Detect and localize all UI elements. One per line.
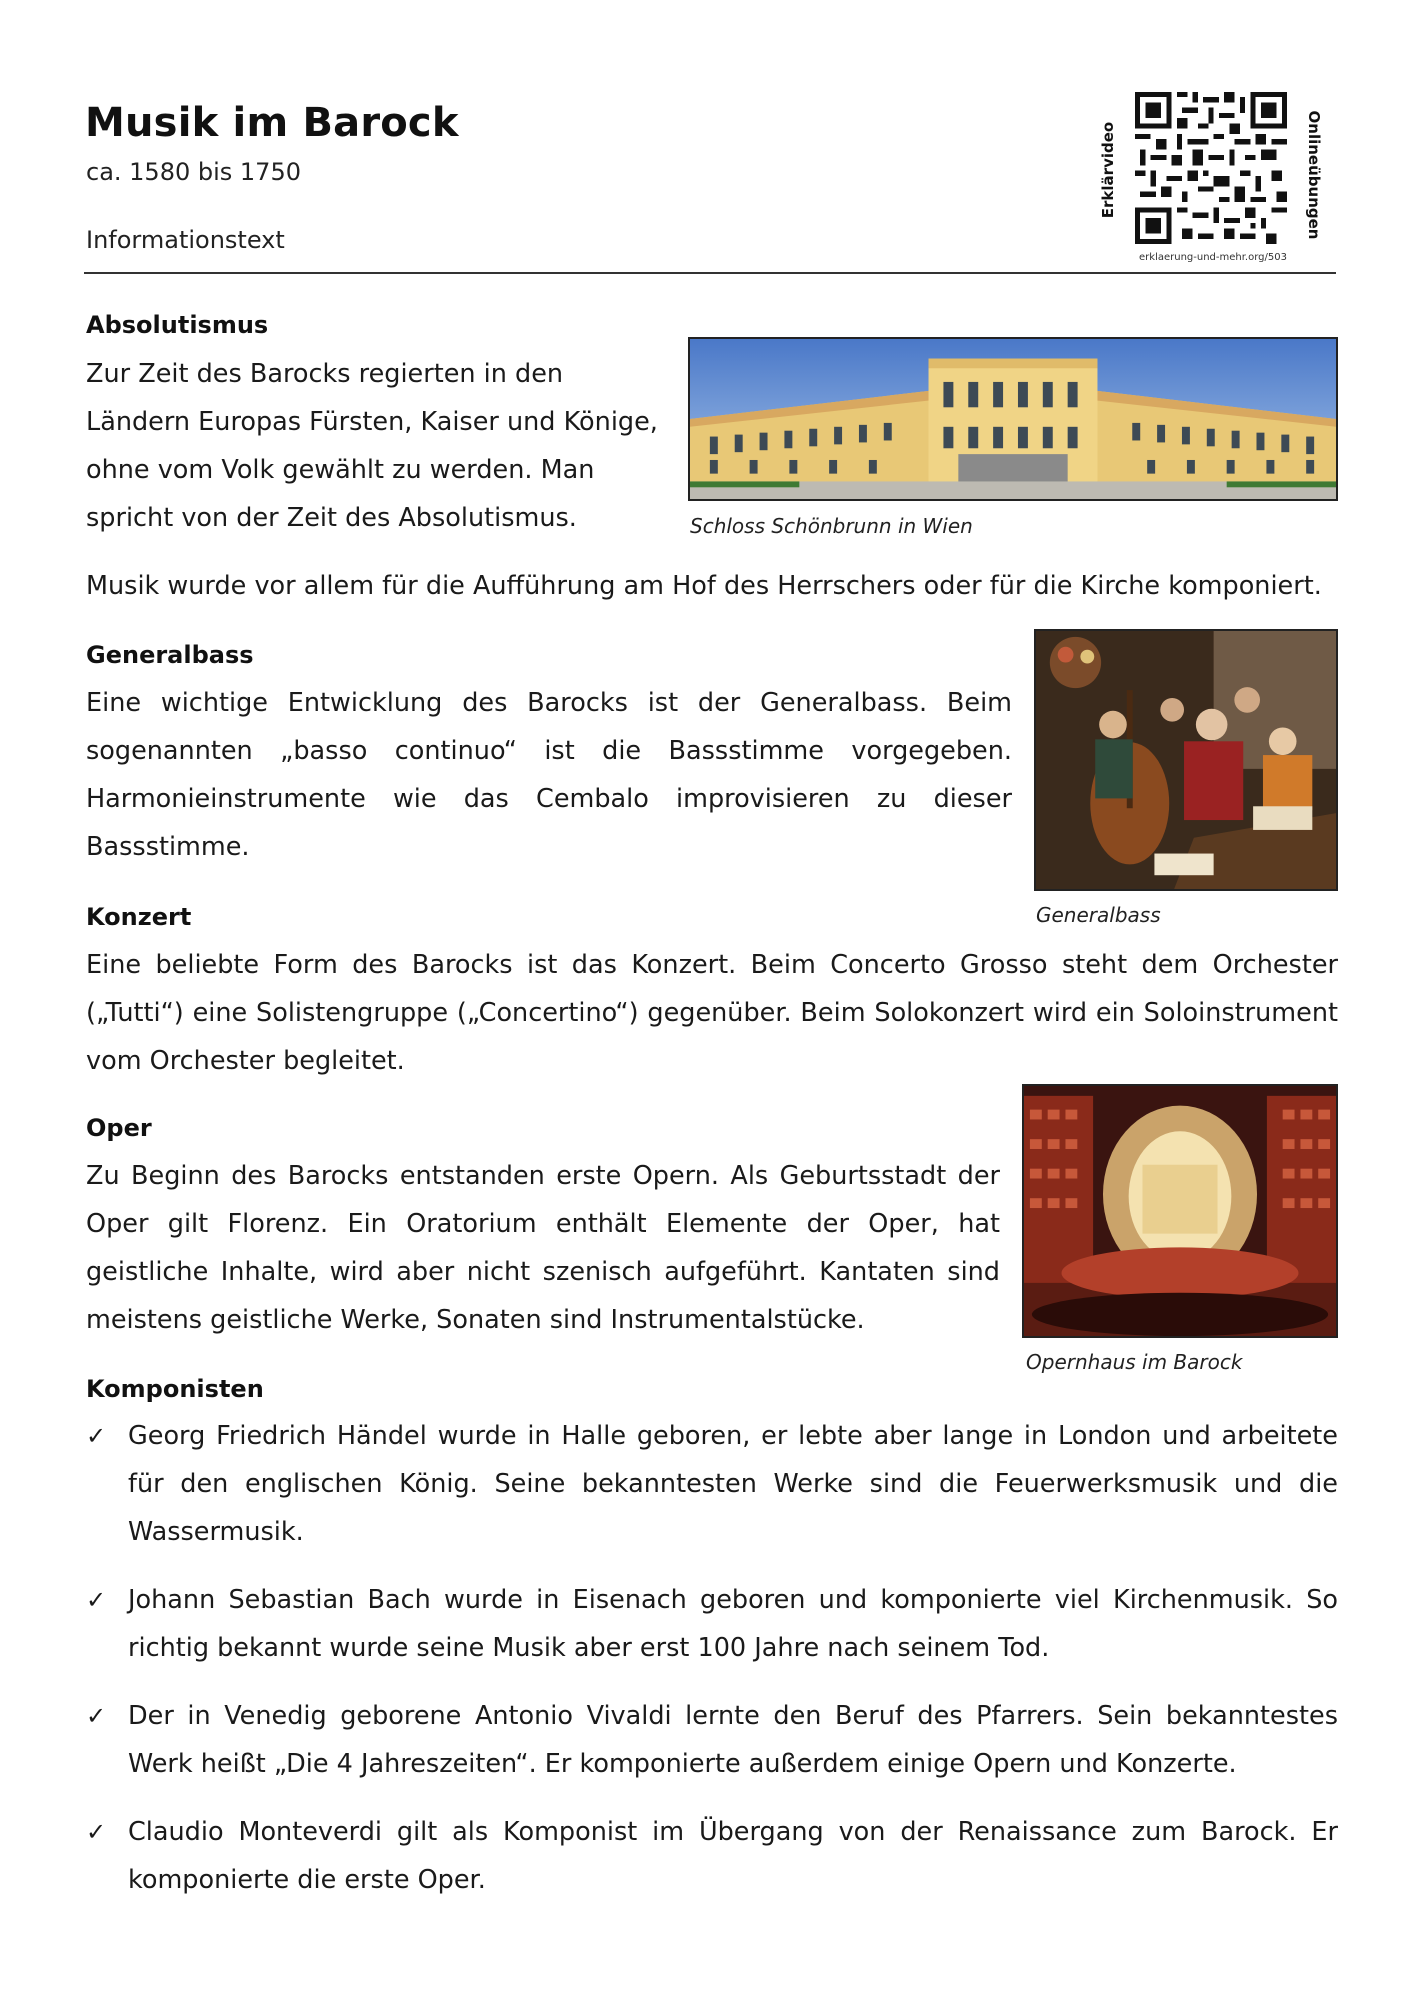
image-schoenbrunn — [688, 337, 1338, 501]
composer-text-monteverdi: Claudio Monteverdi gilt als Komponist im Übergang von der Renaissance zum Barock. Er komponierte die erste Oper. — [128, 1817, 1338, 1895]
qr-right-label: Onlineübungen — [1305, 110, 1323, 240]
qr-code-icon[interactable] — [1135, 92, 1287, 244]
list-item — [86, 1576, 1338, 1672]
list-item — [86, 1808, 1338, 1904]
heading-konzert: Konzert — [86, 903, 192, 931]
palace-illustration — [690, 339, 1336, 499]
painting-opernhaus — [1024, 1086, 1336, 1336]
text-generalbass: Eine wichtige Entwicklung des Barocks ist der Generalbass. Beim sogenannten „basso continuo“ ist die Bassstimme vorgegeben. Harmonieinstrumente wie das Cembalo improvisieren zu dieser Bassstimme. — [86, 688, 1012, 862]
qr-left-label: Erklärvideo — [1099, 121, 1117, 219]
checkmark-icon: ✓ — [86, 1422, 107, 1450]
image-generalbass — [1034, 629, 1338, 891]
qr-url[interactable]: erklaerung-und-mehr.org/503 — [1139, 252, 1287, 263]
composer-text-haendel: Georg Friedrich Händel wurde in Halle geboren, er lebte aber lange in London und arbeitete für den englischen König. Seine bekanntesten Werke sind die Feuerwerksmusik und die Wassermusik. — [128, 1421, 1338, 1547]
checkmark-icon: ✓ — [86, 1702, 107, 1730]
list-item — [86, 1412, 1338, 1556]
painting-generalbass — [1036, 631, 1336, 889]
heading-absolutismus: Absolutismus — [86, 311, 269, 339]
list-item — [86, 1692, 1338, 1788]
page-title: Musik im Barock — [85, 100, 459, 146]
checkmark-icon: ✓ — [86, 1586, 107, 1614]
caption-schoenbrunn: Schloss Schönbrunn in Wien — [690, 514, 973, 538]
caption-opernhaus: Opernhaus im Barock — [1026, 1350, 1243, 1374]
image-opernhaus — [1022, 1084, 1338, 1338]
qr-block — [1085, 88, 1335, 268]
text-konzert: Eine beliebte Form des Barocks ist das Konzert. Beim Concerto Grosso steht dem Orchester („Tutti“) eine Solistengruppe („Concertino“) gegenüber. Beim Solokonzert wird ein Soloinstrument vom Orchester begleitet. — [86, 950, 1338, 1076]
text-oper: Zu Beginn des Barocks entstanden erste Opern. Als Geburtsstadt der Oper gilt Florenz. Ein Oratorium enthält Elemente der Oper, hat geistliche Inhalte, wird aber nicht szenisch aufgeführt. Kantaten sind meistens geistliche Werke, Sonaten sind Instrumentalstücke. — [86, 1161, 1000, 1335]
composer-text-bach: Johann Sebastian Bach wurde in Eisenach geboren und komponierte viel Kirchenmusik. So richtig bekannt wurde seine Musik aber erst 100 Jahre nach seinem Tod. — [128, 1585, 1338, 1663]
caption-generalbass: Generalbass — [1036, 903, 1161, 927]
checkmark-icon: ✓ — [86, 1818, 107, 1846]
composer-text-vivaldi: Der in Venedig geborene Antonio Vivaldi lernte den Beruf des Pfarrers. Sein bekanntestes Werk heißt „Die 4 Jahreszeiten“. Er komponierte außerdem einige Opern und Konzerte. — [128, 1701, 1338, 1779]
text-absolutismus: Zur Zeit des Barocks regierten in den Ländern Europas Fürsten, Kaiser und Könige, ohne vom Volk gewählt zu werden. Man spricht von der Zeit des Absolutismus. — [86, 359, 658, 533]
composer-list — [86, 1412, 1338, 1924]
text-musik-hof: Musik wurde vor allem für die Aufführung am Hof des Herrschers oder für die Kirche komponiert. — [86, 571, 1322, 601]
document-type: Informationstext — [86, 226, 285, 254]
heading-generalbass: Generalbass — [86, 641, 254, 669]
header-divider — [84, 272, 1336, 274]
page-subtitle: ca. 1580 bis 1750 — [86, 158, 301, 186]
heading-komponisten: Komponisten — [86, 1375, 264, 1403]
heading-oper: Oper — [86, 1114, 152, 1142]
